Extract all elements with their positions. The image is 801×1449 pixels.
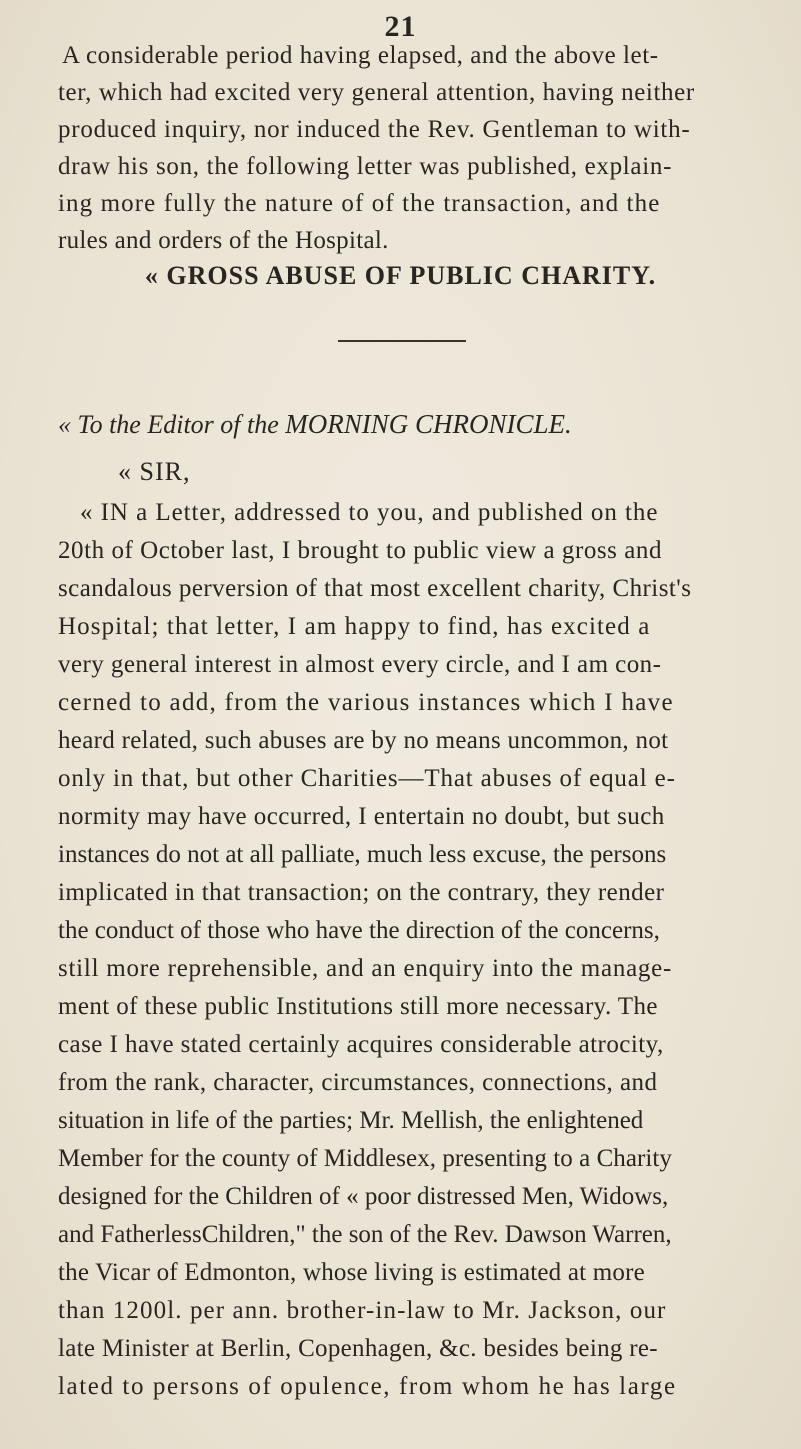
body-line: situation in life of the parties; Mr. Mellish, the enlightened (58, 1107, 644, 1134)
body-line: normity may have occurred, I entertain no doubt, but such (58, 803, 665, 830)
body-line: ment of these public Institutions still more necessary. The (58, 993, 658, 1020)
address-prefix: « To the Editor of the (58, 410, 286, 439)
page-number: 21 (384, 10, 417, 43)
salutation: « SIR, (118, 457, 191, 486)
body-line: Hospital; that letter, I am happy to find, has excited a (58, 613, 651, 640)
intro-line: produced inquiry, nor induced the Rev. Gentleman to with- (58, 116, 691, 143)
body-line: heard related, such abuses are by no means uncommon, not (58, 727, 669, 754)
body-line: 20th of October last, I brought to public view a gross and (58, 537, 663, 564)
body-line: late Minister at Berlin, Copenhagen, &c. besides being re- (58, 1335, 658, 1362)
body-line: from the rank, character, circumstances, connections, and (58, 1069, 658, 1096)
body-line: the conduct of those who have the direction of the concerns, (58, 917, 660, 944)
body-line: Member for the county of Middlesex, presenting to a Charity (58, 1145, 672, 1172)
body-line: the Vicar of Edmonton, whose living is estimated at more (58, 1259, 645, 1286)
editor-address (58, 409, 572, 440)
body-line: still more reprehensible, and an enquiry into the manage- (58, 955, 673, 982)
body-line: implicated in that transaction; on the contrary, they render (58, 879, 665, 906)
article-heading: « GROSS ABUSE OF PUBLIC CHARITY. (144, 261, 657, 290)
body-line: and FatherlessChildren," the son of the Rev. Dawson Warren, (58, 1221, 672, 1248)
body-line: very general interest in almost every circle, and I am con- (58, 651, 662, 678)
body-line: scandalous perversion of that most excellent charity, Christ's (58, 575, 692, 602)
body-line: only in that, but other Charities—That abuses of equal e- (58, 765, 676, 792)
body-line: case I have stated certainly acquires considerable atrocity, (58, 1031, 664, 1058)
body-line: than 1200l. per ann. brother-in-law to Mr. Jackson, our (58, 1297, 667, 1324)
body-line: cerned to add, from the various instances which I have (58, 689, 674, 716)
newspaper-name: MORNING CHRONICLE. (285, 409, 572, 439)
body-line: instances do not at all palliate, much less excuse, the persons (58, 841, 667, 868)
body-line: designed for the Children of « poor distressed Men, Widows, (58, 1183, 669, 1210)
intro-line: ter, which had excited very general attention, having neither (58, 79, 695, 106)
intro-line: ing more fully the nature of of the transaction, and the (58, 190, 661, 217)
heading-divider (338, 340, 466, 342)
body-line: « IN a Letter, addressed to you, and published on the (80, 499, 659, 526)
body-line: lated to persons of opulence, from whom he has large (58, 1373, 677, 1400)
intro-line: rules and orders of the Hospital. (58, 227, 389, 254)
intro-line: A considerable period having elapsed, and the above let- (62, 42, 659, 69)
intro-line: draw his son, the following letter was published, explain- (58, 153, 673, 180)
